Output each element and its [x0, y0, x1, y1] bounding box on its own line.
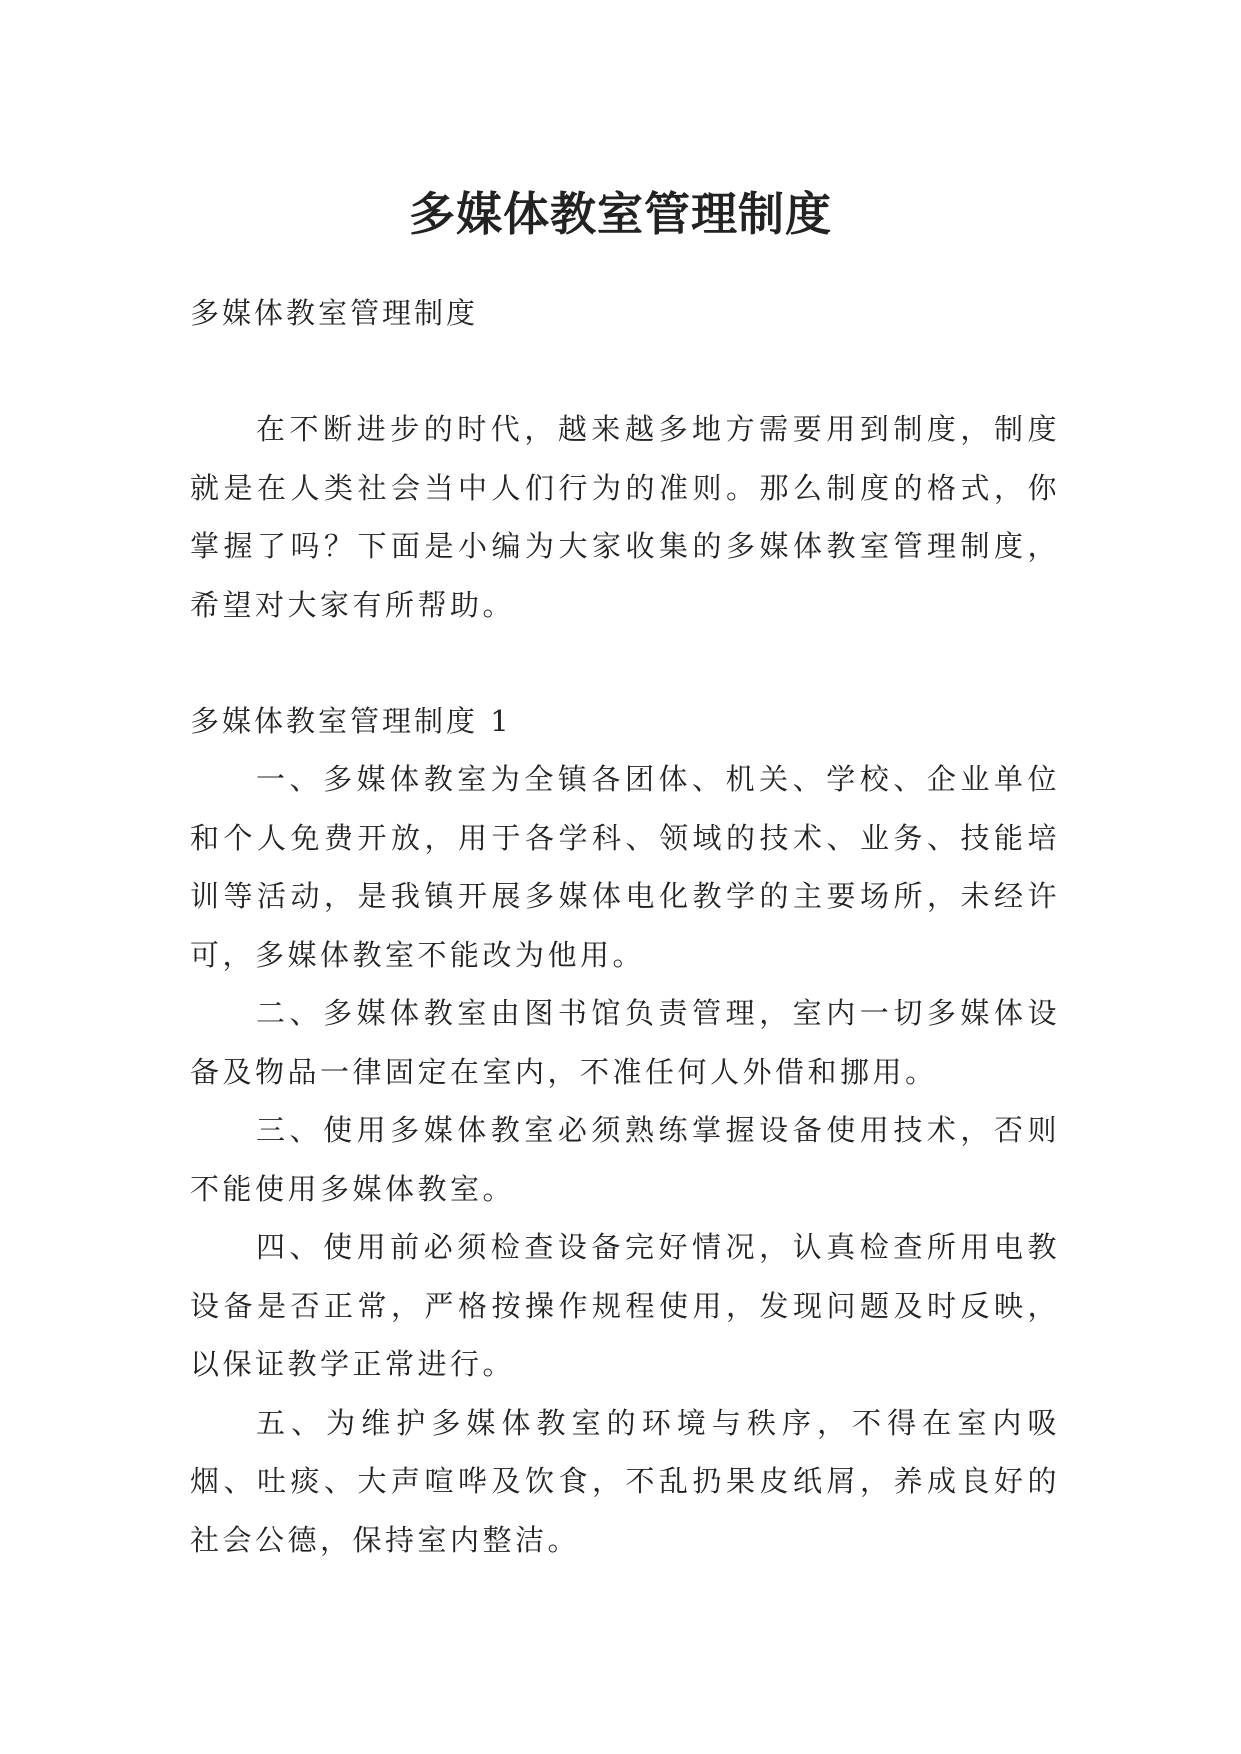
- intro-paragraph: 在不断进步的时代，越来越多地方需要用到制度，制度就是在人类社会当中人们行为的准则。那么制度的格式，你掌握了吗？下面是小编为大家收集的多媒体教室管理制度，希望对大家有所帮助。: [190, 412, 1060, 622]
- rule-paragraph-4: 四、使用前必须检查设备完好情况，认真检查所用电教设备是否正常，严格按操作规程使用，发现问题及时反映，以保证教学正常进行。: [190, 1230, 1060, 1381]
- rule-paragraph-3: 三、使用多媒体教室必须熟练掌握设备使用技术，否则不能使用多媒体教室。: [190, 1113, 1060, 1206]
- document-subtitle: 多媒体教室管理制度: [190, 296, 479, 330]
- rule-paragraph-1: 一、多媒体教室为全镇各团体、机关、学校、企业单位和个人免费开放，用于各学科、领域的技术、业务、技能培训等活动，是我镇开展多媒体电化教学的主要场所，未经许可，多媒体教室不能改为他用。: [190, 762, 1060, 972]
- spacer: [190, 342, 1060, 400]
- rule-paragraph-2: 二、多媒体教室由图书馆负责管理，室内一切多媒体设备及物品一律固定在室内，不准任何人外借和挪用。: [190, 996, 1060, 1089]
- document-title: 多媒体教室管理制度: [409, 186, 832, 241]
- section-title: 多媒体教室管理制度 1: [190, 704, 512, 738]
- rule-paragraph-5: 五、为维护多媒体教室的环境与秩序，不得在室内吸烟、吐痰、大声喧哗及饮食，不乱扔果皮纸屑，养成良好的社会公德，保持室内整洁。: [190, 1405, 1060, 1557]
- document-body: [190, 284, 1060, 1569]
- spacer: [190, 634, 1060, 692]
